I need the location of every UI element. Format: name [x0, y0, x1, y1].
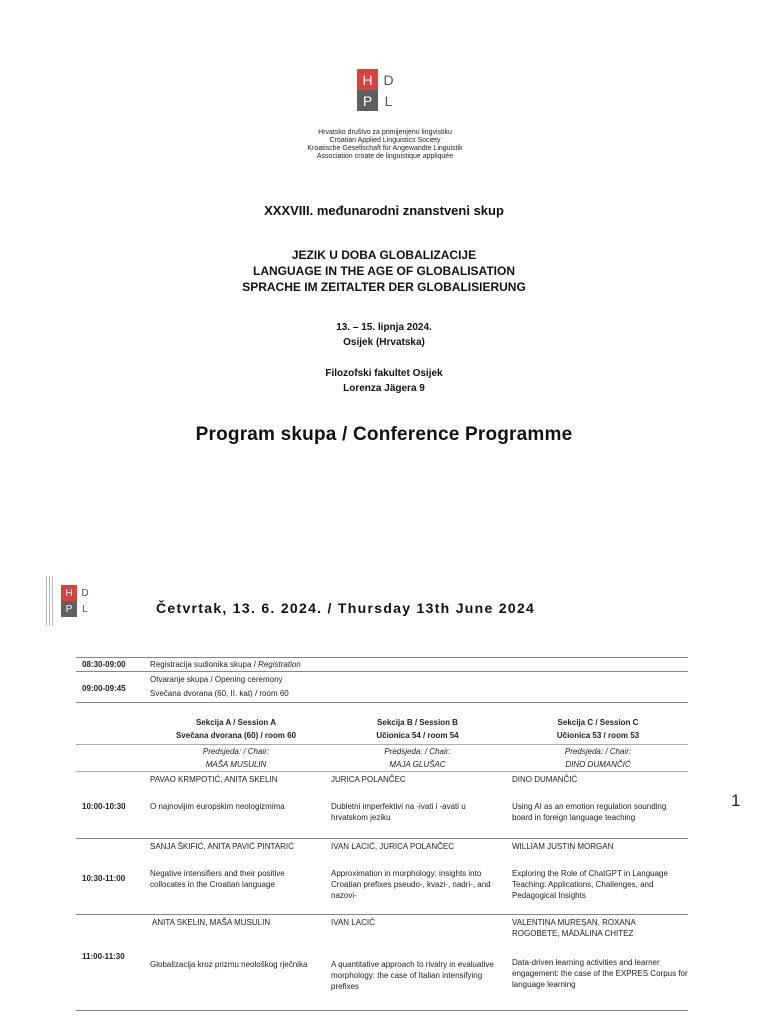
table-rule — [76, 914, 688, 915]
table-rule — [76, 838, 688, 839]
hdpl-logo-small — [61, 585, 93, 617]
talk-authors: ANITA SKELIN, MAŠA MUSULIN — [152, 918, 271, 927]
opening-room: Svečana dvorana (60, II. kat) / room 60 — [150, 689, 289, 698]
programme-title: Program skupa / Conference Programme — [195, 424, 573, 445]
table-rule — [76, 657, 688, 658]
talk-authors: VALENTINA MUREȘAN, ROXANA ROGOBETE, MĂDĂLINA CHITEZ — [512, 918, 636, 938]
talk-title: Globalizacija kroz prizmu neološkog rječnika — [150, 960, 308, 969]
table-rule — [76, 702, 688, 703]
talk-title: Negative intensifiers and their positive collocates in the Croatian language — [150, 869, 285, 889]
logo-letter-h: H — [61, 585, 77, 601]
registration-time: 08:30-09:00 — [82, 660, 126, 669]
session-b-room: Učionica 54 / room 54 — [376, 731, 459, 740]
talk-title: A quantitative approach to rivalry in evaluative morphology: the case of Italian intensifying prefixes — [331, 960, 494, 991]
session-b-name: Sekcija B / Session B — [377, 718, 458, 727]
slot-time: 11:00-11:30 — [82, 952, 125, 961]
session-c-name: Sekcija C / Session C — [557, 718, 639, 727]
day-heading: Četvrtak, 13. 6. 2024. / Thursday 13th June 2024 — [156, 600, 536, 616]
logo-letter-l: L — [378, 90, 399, 111]
margin-bar — [46, 576, 47, 626]
title-hr: JEZIK U DOBA GLOBALIZACIJE — [291, 248, 477, 262]
session-a-name: Sekcija A / Session A — [195, 718, 277, 727]
society-name-en: Croatian Applied Linguistics Society — [329, 137, 441, 144]
talk-authors: IVAN LACIĆ, JURICA POLANČEC — [331, 842, 454, 851]
talk-title: Using AI as an emotion regulation sounding board in foreign language teaching — [512, 802, 667, 822]
slot-time: 10:00-10:30 — [82, 802, 126, 811]
margin-bar — [52, 576, 53, 626]
opening-time: 09:00-09:45 — [82, 684, 126, 693]
registration-text-italic: Registration — [258, 660, 301, 669]
title-de: SPRACHE IM ZEITALTER DER GLOBALISIERUNG — [242, 280, 526, 294]
conference-titles — [0, 247, 768, 295]
society-name-de: Kroatische Gesellschaft für Angewandte Linguistik — [307, 145, 463, 152]
registration-text: Registracija sudionika skupa / — [150, 660, 259, 669]
margin-bar — [49, 576, 50, 626]
talk-title: Data-driven learning activities and learner engagement: the case of the EXPRES Corpus for language learning — [512, 958, 688, 989]
talk-authors: DINO DUMANČIĆ — [512, 775, 578, 784]
talk-authors: IVAN LACIĆ — [331, 918, 375, 927]
opening-ceremony: Otvaranje skupa / Opening ceremony — [150, 675, 283, 684]
table-rule — [76, 771, 688, 772]
conference-dates — [0, 320, 768, 350]
page-number: 1 — [731, 791, 741, 810]
address: Lorenza Jägera 9 — [343, 383, 425, 394]
table-rule — [76, 744, 688, 745]
table-rule — [76, 1010, 688, 1011]
title-en: LANGUAGE IN THE AGE OF GLOBALISATION — [253, 264, 515, 278]
session-a-room: Svečana dvorana (60) / room 60 — [175, 731, 297, 740]
society-name-fr: Association croate de linguistique appliquée — [316, 153, 454, 160]
logo-letter-p: P — [357, 90, 378, 111]
table-rule — [76, 671, 688, 672]
session-a-chair-label: Predsjeda: / Chair: — [202, 747, 270, 756]
talk-title: Dubletni imperfektivi na -ivati i -avati u hrvatskom jeziku — [331, 802, 466, 822]
conference-venue — [0, 366, 768, 396]
session-b-chair-label: Predsjeda: / Chair: — [384, 747, 451, 756]
city: Osijek (Hrvatska) — [343, 337, 425, 348]
talk-title: Approximation in morphology: insights into Croatian prefixes pseudo-, kvazi-, nadri-, and nazovi- — [331, 869, 491, 900]
session-a-chair: MAŠA MUSULIN — [205, 760, 267, 769]
faculty: Filozofski fakultet Osijek — [325, 368, 443, 379]
logo-letter-d: D — [77, 585, 93, 601]
society-name-hr: Hrvatsko društvo za primijenjenu lingvistiku — [318, 129, 452, 136]
society-names — [260, 129, 510, 161]
talk-authors: JURICA POLANČEC — [331, 775, 406, 784]
logo-letter-d: D — [378, 69, 399, 90]
slot-time: 10:30-11:00 — [82, 874, 126, 883]
conference-number: XXXVIII. međunarodni znanstveni skup — [264, 203, 504, 218]
session-c-room: Učionica 53 / room 53 — [556, 731, 640, 740]
session-b-chair: MAJA GLUŠAC — [389, 760, 446, 769]
session-c-chair: DINO DUMANČIĆ — [565, 760, 631, 769]
talk-authors: PAVAO KRMPOTIĆ, ANITA SKELIN — [150, 775, 278, 784]
hdpl-logo — [357, 69, 399, 111]
registration-row — [150, 659, 301, 670]
talk-authors: SANJA ŠKIFIĆ, ANITA PAVIĆ PINTARIĆ — [150, 842, 294, 851]
logo-letter-p: P — [61, 601, 77, 617]
logo-letter-l: L — [77, 601, 93, 617]
session-c-chair-label: Predsjeda: / Chair: — [564, 747, 632, 756]
talk-title: Exploring the Role of ChatGPT in Language Teaching: Applications, Challenges, and Pedagogical Insights — [512, 869, 668, 900]
logo-letter-h: H — [357, 69, 378, 90]
talk-authors: WILLIAM JUSTIN MORGAN — [512, 842, 614, 851]
talk-title: O najnovijim europskim neologizmima — [150, 802, 285, 811]
date-range: 13. – 15. lipnja 2024. — [336, 322, 432, 333]
